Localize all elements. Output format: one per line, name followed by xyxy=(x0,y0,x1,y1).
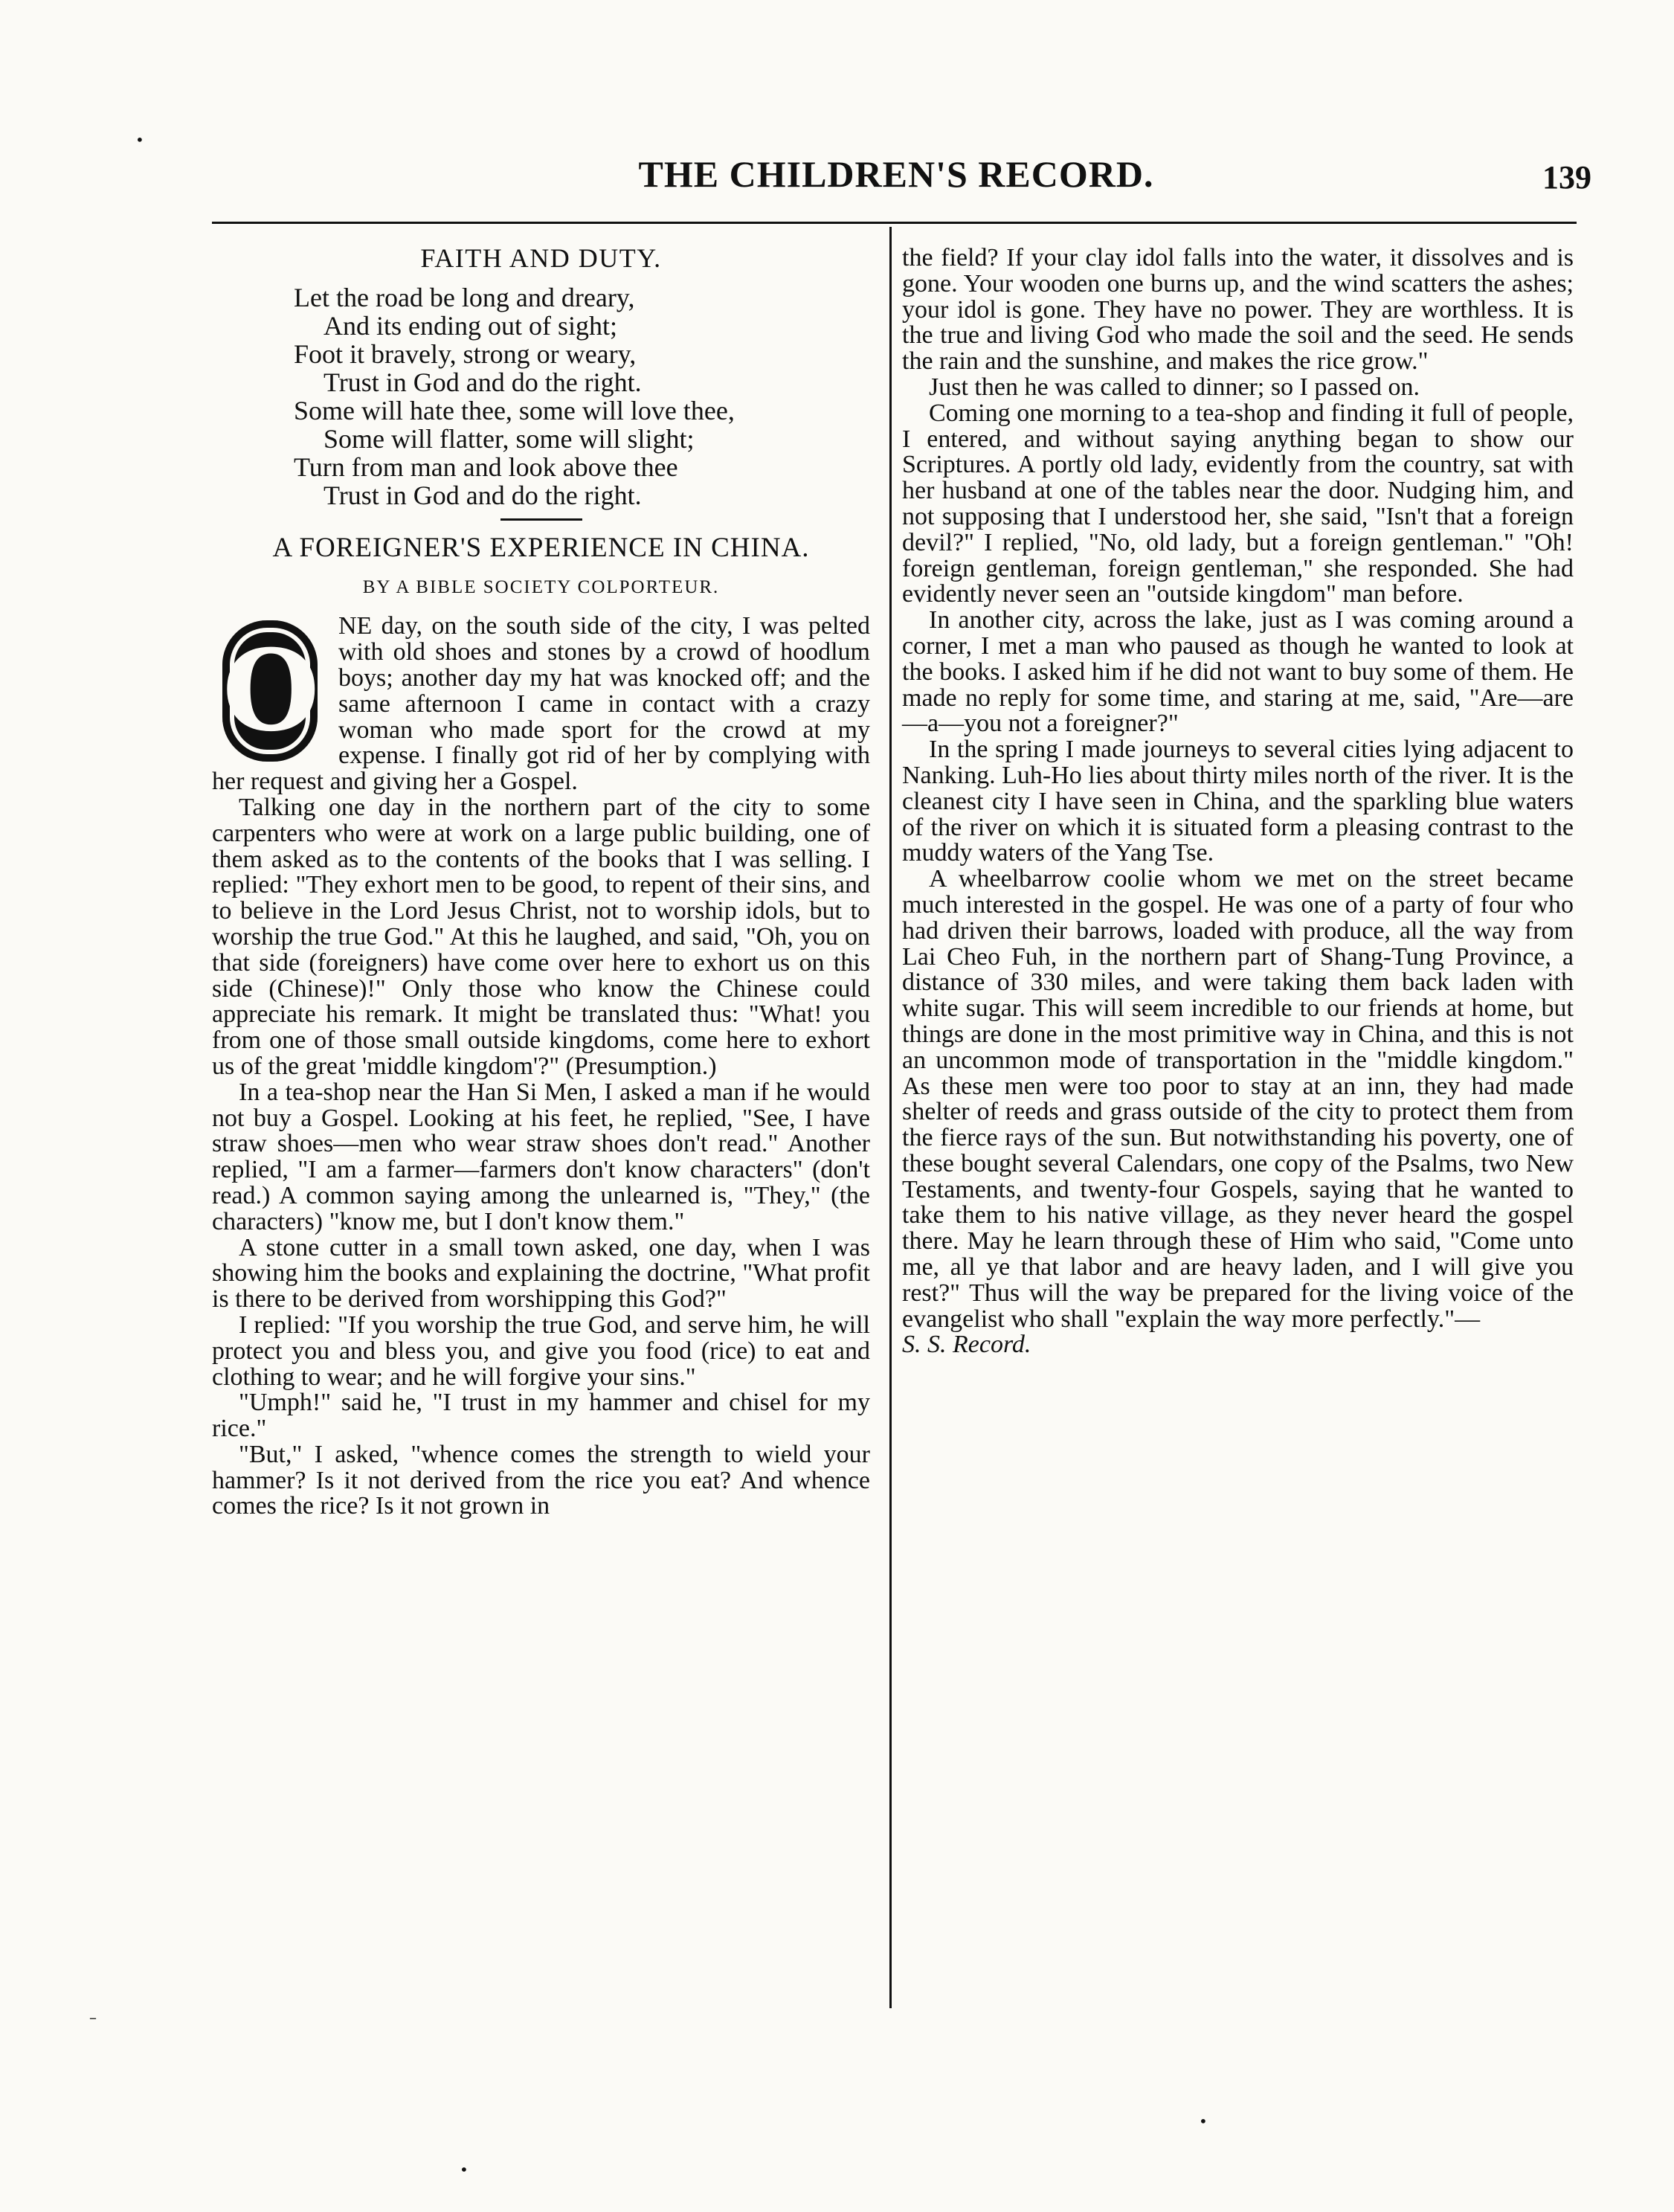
poem-title: FAITH AND DUTY. xyxy=(420,243,662,273)
article-paragraph: Coming one morning to a tea-shop and finding it full of people, I entered, and without saying anything began to show our Scriptures. A portly old lady, evidently from the country, sat with her husband at one of the tables near the door. Nudging him, and not supposing that I understood her, she said, "Isn't that a foreign devil?" I replied, "No, old lady, but a foreign gentleman." "Oh! foreign gentleman, foreign gentleman," she responded. She had evidently never seen an "outside kingdom" man before. xyxy=(902,399,1574,608)
section-separator xyxy=(500,518,582,521)
print-speck: • xyxy=(460,2161,469,2179)
article-paragraph-continued: the field? If your clay idol falls into the water, it dissolves and is gone. Your wooden one burns up, and the wind scatters the ashes; your idol is gone. They have no power. They are worthless. It is the true and living God who made the soil and the seed. He sends the rain and the sunshine, and makes the rice grow." xyxy=(902,244,1574,376)
article-paragraph: I replied: "If you worship the true God, and serve him, he will protect you and bless you, and give you food (rice) to eat and clothing to wear; and he will forgive your sins." xyxy=(212,1311,870,1391)
article-paragraph: "But," I asked, "whence comes the strength to wield your hammer? Is it not derived from the rice you eat? And whence comes the rice? Is it not grown in xyxy=(212,1440,870,1520)
page-number: 139 xyxy=(1542,159,1591,196)
header-rule xyxy=(212,222,1577,224)
article-paragraph: "Umph!" said he, "I trust in my hammer and chisel for my rice." xyxy=(212,1389,870,1443)
drop-cap-letter: O xyxy=(222,620,318,762)
poem-line: And its ending out of sight; xyxy=(323,310,617,341)
publication-title: THE CHILDREN'S RECORD. xyxy=(638,153,1154,195)
page-header xyxy=(201,152,1591,205)
poem-line: Foot it bravely, strong or weary, xyxy=(294,338,637,369)
poem-line: Trust in God and do the right. xyxy=(323,367,642,397)
print-speck: – xyxy=(89,2008,97,2026)
print-speck: • xyxy=(1199,2112,1208,2130)
article-paragraph: In a tea-shop near the Han Si Men, I asked a man if he would not buy a Gospel. Looking at his feet, he replied, "See, I have straw shoes—men who wear straw shoes don't read." Another replied, "I am a farmer—farmers don't know characters" (don't read.) A common saying among the unlearned is, "They," (the characters) "know me, but I don't know them." xyxy=(212,1078,870,1235)
article-paragraph: Talking one day in the northern part of the city to some carpenters who were at work on a large public building, one of them asked as to the contents of the books that I was selling. I replied: "They exhort men to be good, to repent of their sins, and to believe in the Lord Jesus Christ, not to worship idols, but to worship the true God." At this he laughed, and said, "Oh, you on that side (foreigners) have come over here to exhort us on this side (Chinese)!" Only those who know the Chinese could appreciate his remark. It might be translated thus: "What! you from one of those small outside kingdoms, come here to exhort us of the great 'middle kingdom'?" (Presumption.) xyxy=(212,793,870,1080)
article-paragraph: In another city, across the lake, just as I was coming around a corner, I met a man who paused as though he wanted to look at the books. I asked him if he did not want to buy some of them. He made no reply for some time, and staring at me, said, "Are—are—a—you not a foreigner?" xyxy=(902,606,1574,738)
poem xyxy=(294,283,870,509)
poem-line: Trust in God and do the right. xyxy=(323,480,642,510)
poem-line: Let the road be long and dreary, xyxy=(294,282,635,312)
article-paragraph: In the spring I made journeys to several cities lying adjacent to Nanking. Luh-Ho lies about thirty miles north of the river. It is the cleanest city I have seen in China, and the sparkling blue waters of the river on which it is situated form a pleasing contrast to the muddy waters of the Yang Tse. xyxy=(902,736,1574,867)
left-column xyxy=(212,245,870,1520)
article-paragraph xyxy=(212,614,870,795)
right-column xyxy=(902,245,1574,1358)
print-speck: • xyxy=(135,131,144,149)
first-paragraph-text: NE day, on the south side of the city, I was pelted with old shoes and stones by a crowd of hoodlum boys; another day my hat was knocked off; and the same afternoon I came in contact with a crazy woman who made sport for the crowd at my expense. I finally got rid of her by complying with her request and giving her a Gospel. xyxy=(212,612,870,796)
poem-line: Turn from man and look above thee xyxy=(294,451,678,482)
article-title: A FOREIGNER'S EXPERIENCE IN CHINA. xyxy=(272,532,810,563)
drop-cap xyxy=(212,617,328,765)
article-source: S. S. Record. xyxy=(902,1331,1031,1359)
article-byline: BY A BIBLE SOCIETY COLPORTEUR. xyxy=(362,576,720,597)
article-paragraph: A stone cutter in a small town asked, one day, when I was showing him the books and explaining the doctrine, "What profit is there to be derived from worshipping this God?" xyxy=(212,1233,870,1314)
poem-line: Some will flatter, some will slight; xyxy=(323,423,695,454)
column-divider xyxy=(889,227,892,2008)
article-paragraph: Just then he was called to dinner; so I passed on. xyxy=(929,373,1420,401)
article-paragraph: A wheelbarrow coolie whom we met on the street became much interested in the gospel. He was one of a party of four who had driven their barrows, loaded with produce, all the way from Lai Cheo Fuh, in the northern part of Shang-Tung Province, a distance of 330 miles, and were taking them back laden with white sugar. This will seem incredible to our friends at home, but things are done in the most primitive way in China, and this is not an uncommon mode of transportation in the "middle kingdom." As these men were too poor to stay at an inn, they had made shelter of reeds and grass outside of the city to protect them from the fierce rays of the sun. But notwithstanding his poverty, one of these bought several Calendars, one copy of the Psalms, two New Testaments, and twenty-four Gospels, saying that he wanted to take them to his native village, as they never heard the gospel there. May he learn through these of Him who said, "Come unto me, all ye that labor and are heavy laden, and I will give you rest?" Thus will the way be prepared for the living voice of the evangelist who shall "explain the way more perfectly."— xyxy=(902,865,1574,1333)
poem-line: Some will hate thee, some will love thee, xyxy=(294,395,735,425)
